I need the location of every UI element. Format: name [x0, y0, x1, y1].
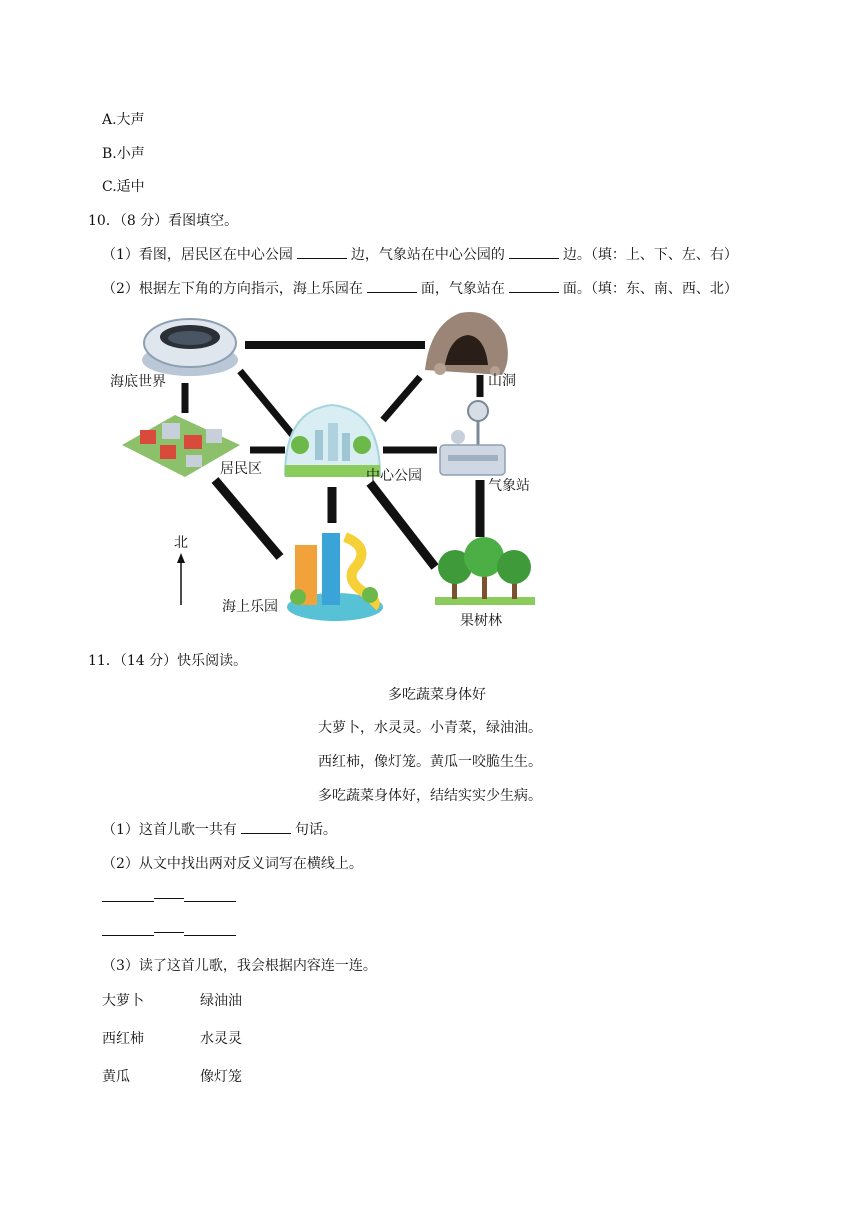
poem-line: 西红柿，像灯笼。黄瓜一咬脆生生。	[318, 754, 542, 770]
answer-blank[interactable]	[241, 821, 291, 834]
q11-sub3: （3）读了这首儿歌，我会根据内容连一连。	[102, 958, 377, 974]
water-park-icon	[287, 533, 383, 621]
orchard-icon	[435, 537, 535, 605]
option-b: B.小声	[102, 146, 145, 162]
stadium-icon	[142, 319, 238, 376]
antonym-row	[102, 923, 236, 941]
dash-divider	[154, 932, 184, 933]
q11-sub1-text-b: 句话。	[294, 822, 337, 838]
answer-blank[interactable]	[509, 280, 559, 293]
q10-sub1	[102, 246, 738, 264]
label-park: 中心公园	[366, 468, 422, 484]
label-seaworld: 海底世界	[110, 374, 166, 390]
q10-header: 10．（8 分）看图填空。	[88, 213, 239, 229]
q11-sub1-text-a: （1）这首儿歌一共有	[102, 822, 237, 838]
label-residential: 居民区	[220, 461, 262, 477]
answer-blank[interactable]	[184, 923, 236, 936]
cave-icon	[425, 312, 508, 376]
label-waterpark: 海上乐园	[222, 599, 278, 615]
answer-blank[interactable]	[297, 246, 347, 259]
match-left-item[interactable]: 大萝卜	[102, 993, 144, 1009]
q10-sub2-text-b: 面，气象站在	[420, 281, 505, 297]
label-cave: 山洞	[488, 373, 516, 389]
map-figure	[100, 305, 540, 640]
option-a: A.大声	[102, 112, 145, 128]
answer-blank[interactable]	[102, 889, 154, 902]
north-arrow-icon	[177, 553, 185, 605]
q10-sub2-text-a: （2）根据左下角的方向指示，海上乐园在	[102, 281, 363, 297]
q11-sub1	[102, 821, 337, 839]
weather-station-icon	[440, 401, 505, 475]
label-orchard: 果树林	[460, 613, 502, 629]
q10-sub2-text-c: 面。（填：东、南、西、北）	[562, 281, 738, 297]
q10-sub1-text-c: 边。（填：上、下、左、右）	[562, 247, 738, 263]
dash-divider	[154, 898, 184, 899]
option-c: C.适中	[102, 179, 145, 195]
answer-blank[interactable]	[102, 923, 154, 936]
q10-sub1-text-a: （1）看图，居民区在中心公园	[102, 247, 293, 263]
match-right-item[interactable]: 绿油油	[200, 993, 242, 1009]
poem-title: 多吃蔬菜身体好	[388, 687, 486, 703]
q10-sub2	[102, 280, 738, 298]
q11-header: 11．（14 分）快乐阅读。	[88, 653, 248, 669]
label-north: 北	[174, 535, 188, 551]
q10-sub1-text-b: 边，气象站在中心公园的	[350, 247, 505, 263]
answer-blank[interactable]	[367, 280, 417, 293]
match-right-item[interactable]: 水灵灵	[200, 1031, 242, 1047]
answer-blank[interactable]	[184, 889, 236, 902]
match-left-item[interactable]: 黄瓜	[102, 1069, 130, 1085]
match-right-item[interactable]: 像灯笼	[200, 1069, 242, 1085]
poem-line: 大萝卜，水灵灵。小青菜，绿油油。	[318, 720, 542, 736]
answer-blank[interactable]	[509, 246, 559, 259]
antonym-row	[102, 889, 236, 907]
q11-sub2: （2）从文中找出两对反义词写在横线上。	[102, 856, 363, 872]
label-weather: 气象站	[488, 478, 530, 494]
park-icon	[285, 405, 380, 477]
match-left-item[interactable]: 西红柿	[102, 1031, 144, 1047]
poem-line: 多吃蔬菜身体好，结结实实少生病。	[318, 788, 542, 804]
